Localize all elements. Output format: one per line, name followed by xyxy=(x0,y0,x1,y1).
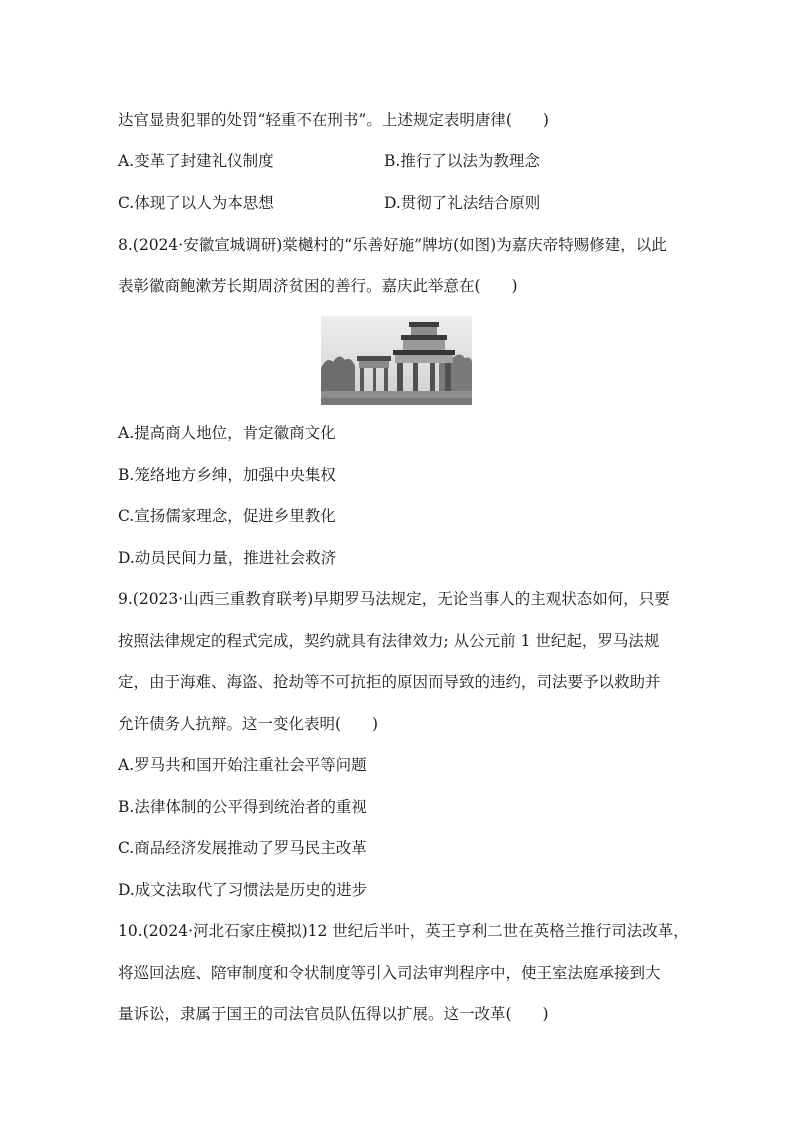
q7-option-c: C.体现了以人为本思想 xyxy=(118,194,274,212)
q9-stem-line-3: 定，由于海难、海盗、抢劫等不可抗拒的原因而导致的违约，司法要予以救助并 xyxy=(118,673,661,691)
q8-option-b: B.笼络地方乡绅，加强中央集权 xyxy=(118,466,336,484)
q7-option-a: A.变革了封建礼仪制度 xyxy=(118,152,274,170)
q8-option-a: A.提高商人地位，肯定徽商文化 xyxy=(118,424,336,442)
q10-stem-line-3: 量诉讼，隶属于国王的司法官员队伍得以扩展。这一改革( ) xyxy=(118,1005,549,1023)
archway-photo xyxy=(321,316,472,405)
q9-option-c: C.商品经济发展推动了罗马民主改革 xyxy=(118,839,367,857)
q7-option-b: B.推行了以法为教理念 xyxy=(384,152,540,170)
q8-stem-line-1: 8.(2024·安徽宣城调研)棠樾村的“乐善好施”牌坊(如图)为嘉庆帝特赐修建，以此 xyxy=(118,236,667,254)
q9-stem-line-2: 按照法律规定的程式完成，契约就具有法律效力; 从公元前 1 世纪起，罗马法规 xyxy=(118,632,660,650)
q9-option-a: A.罗马共和国开始注重社会平等问题 xyxy=(118,756,367,774)
q8-stem-line-2: 表彰徽商鲍漱芳长期周济贫困的善行。嘉庆此举意在( ) xyxy=(118,277,518,295)
q8-option-c: C.宣扬儒家理念，促进乡里教化 xyxy=(118,507,336,525)
q10-stem-line-2: 将巡回法庭、陪审制度和令状制度等引入司法审判程序中，使王室法庭承接到大 xyxy=(118,964,661,982)
archway-image-icon xyxy=(321,316,472,405)
q7-stem-line: 达官显贵犯罪的处罚“轻重不在刑书”。上述规定表明唐律( ) xyxy=(118,111,549,129)
q9-stem-line-1: 9.(2023·山西三重教育联考)早期罗马法规定，无论当事人的主观状态如何，只要 xyxy=(118,590,670,608)
q9-option-b: B.法律体制的公平得到统治者的重视 xyxy=(118,798,367,816)
q9-option-d: D.成文法取代了习惯法是历史的进步 xyxy=(118,881,368,899)
q7-option-d: D.贯彻了礼法结合原则 xyxy=(384,194,541,212)
q10-stem-line-1: 10.(2024·河北石家庄模拟)12 世纪后半叶，英王亨利二世在英格兰推行司法改革， xyxy=(118,922,689,940)
q9-stem-line-4: 允许债务人抗辩。这一变化表明( ) xyxy=(118,715,379,733)
q8-option-d: D.动员民间力量，推进社会救济 xyxy=(118,549,337,567)
